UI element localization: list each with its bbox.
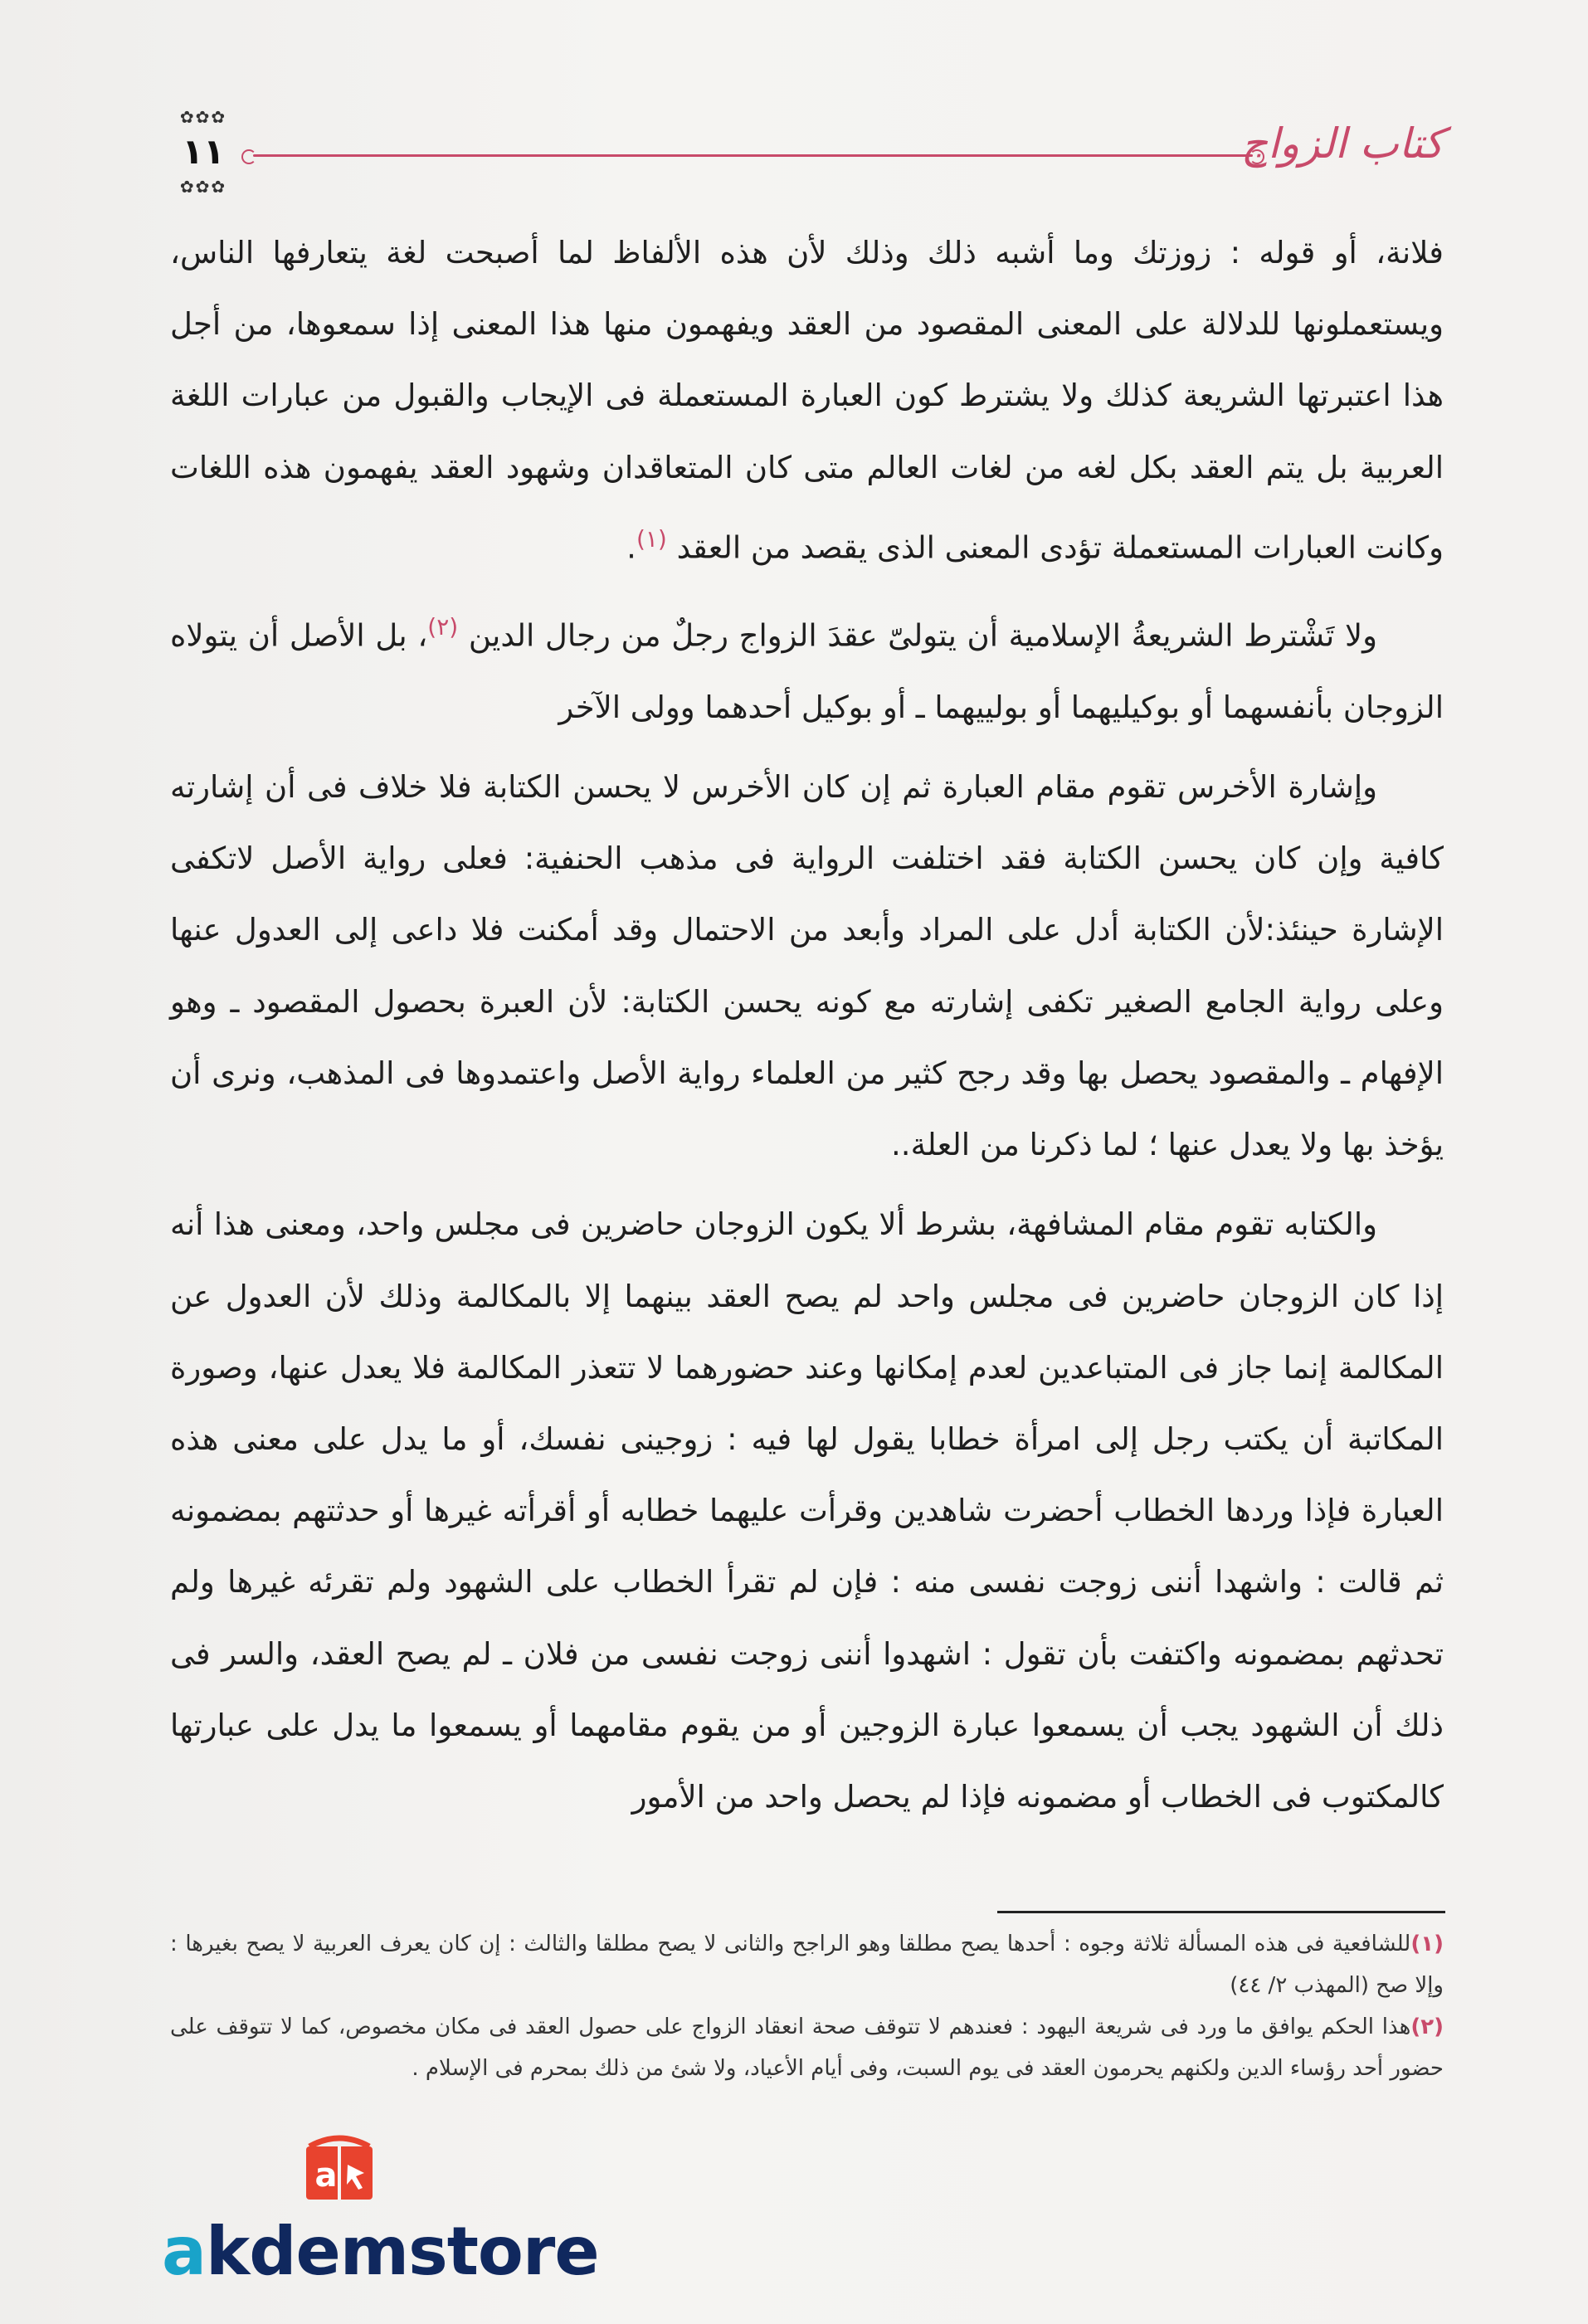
store-name-rest: kdemstore [205, 2213, 599, 2290]
paragraph-4: والكتابه تقوم مقام المشافهة، بشرط ألا يكون الزوجان حاضرين فى مجلس واحد، ومعنى هذا أنه إذا كان الزوجان حاضرين فى مجلس واحد لم يصح العقد بينهما إلا بالمكالمة وذلك لأن العدول عن المكالمة إنما جاز فى المتباعدين لعدم إمكانها وعند حضورهما لا تتعذر المكالمة فلا يعدل عنها، وصورة المكاتبة أن يكتب رجل إلى امرأة خطابا يقول لها فيه : زوجينى نفسك، أو ما يدل على معنى هذه العبارة فإذا وردها الخطاب أحضرت شاهدين وقرأت عليهما خطابه أو أقرأته غيرها أو حدثتهم بمضمونه ثم قالت : واشهدا أننى زوجت نفسى منه : فإن لم تقرأ الخطاب على الشهود ولم تقرئه غيرها ولم تحدثهم بمضمونه واكتفت بأن تقول : اشهدوا أننى زوجت نفسى من فلان ـ لم يصح العقد، والسر فى ذلك أن الشهود يجب أن يسمعوا عبارة الزوجين أو من يقوم مقامهما أو يسمعوا ما يدل على عبارتها كالمكتوب فى الخطاب أو مضمونه فإذا لم يحصل واحد من الأمور [170, 1206, 1444, 1815]
page-number-ornament [170, 108, 236, 199]
paragraph-2-text-b: ، بل الأصل أن يتولاه الزوجان بأنفسهما أو بوكيليهما أو بولييهما ـ أو بوكيل أحدهما وولى الآخر [170, 617, 1444, 725]
book-title: كتاب الزواج [1240, 119, 1444, 168]
footnote-2 [170, 2006, 1444, 2089]
header-rule [253, 154, 1253, 157]
footnote-1 [170, 1923, 1444, 2006]
store-name-first: a [162, 2213, 206, 2290]
footnote-2-text: هذا الحكم يوافق ما ورد فى شريعة اليهود : فعندهم لا تتوقف صحة انعقاد الزواج على حصول العقد فى مكان مخصوص، كما لا تتوقف على حضور أحد رؤساء الدين ولكنهم يحرمون العقد فى يوم السبت، وفى أيام الأعياد، ولا شئ من ذلك بمحرم فى الإسلام . [170, 2015, 1444, 2081]
footnote-1-number: (١) [1410, 1932, 1444, 1956]
page-header [170, 108, 1444, 199]
footnotes [170, 1923, 1444, 2089]
main-text [170, 217, 1444, 1841]
footnote-1-text: للشافعية فى هذه المسألة ثلاثة وجوه : أحدها يصح مطلقا وهو الراجح والثانى لا يصح مطلقا والثالث : إن كان يعرف العربية لا يصح بغيرها : وإلا صح (المهذب ٢/ ٤٤) [170, 1932, 1444, 1998]
store-logo[interactable] [162, 2120, 599, 2311]
paragraph-1 [170, 217, 1444, 583]
ornament-top: ✿✿✿ [179, 107, 227, 127]
footnote-ref-2[interactable]: (٢) [427, 613, 459, 641]
footnote-separator [997, 1911, 1445, 1913]
paragraph-2-text-a: ولا تَشْترط الشريعةُ الإسلامية أن يتولىّ عقدَ الزواج رجلٌ من رجال الدين [468, 617, 1377, 654]
footnote-2-number: (٢) [1410, 2015, 1444, 2039]
footnote-ref-1[interactable]: (١) [636, 524, 667, 553]
store-name [162, 2213, 599, 2290]
paragraph-3: وإشارة الأخرس تقوم مقام العبارة ثم إن كان الأخرس لا يحسن الكتابة فلا خلاف فى أن إشارته كافية وإن كان يحسن الكتابة فقد اختلفت الرواية فى مذهب الحنفية: فعلى رواية الأصل لاتكفى الإشارة حينئذ:لأن الكتابة أدل على المراد وأبعد من الاحتمال وقد أمكنت فلا داعى إلى العدول عنها وعلى رواية الجامع الصغير تكفى إشارته مع كونه يحسن الكتابة: لأن العبرة بحصول المقصود ـ وهو الإفهام ـ والمقصود يحصل بها وقد رجح كثير من العلماء رواية الأصل واعتمدوها فى المذهب، ونرى أن يؤخذ بها ولا يعدل عنها ؛ لما ذكرنا من العلة.. [170, 769, 1444, 1163]
book-icon-letter: a [314, 2156, 338, 2195]
paragraph-1-text: فلانة، أو قوله : زوزتك وما أشبه ذلك وذلك لأن هذه الألفاظ لما أصبحت لغة يتعارفها الناس، ويستعملونها للدلالة على المعنى المقصود من العقد ويفهمون منها هذا المعنى إذا سمعوها، من أجل هذا اعتبرتها الشريعة كذلك ولا يشترط كون العبارة المستعملة فى الإيجاب والقبول من عبارات اللغة العربية بل يتم العقد بكل لغه من لغات العالم متى كان المتعاقدان وشهود العقد يفهمون هذه اللغات وكانت العبارات المستعملة تؤدى المعنى الذى يقصد من العقد [170, 235, 1444, 566]
book-icon [301, 2127, 378, 2203]
paragraph-1-end: . [626, 529, 636, 566]
ornament-bottom: ✿✿✿ [179, 177, 227, 197]
page-number: ١١ [182, 131, 225, 172]
paragraph-2 [170, 592, 1444, 743]
